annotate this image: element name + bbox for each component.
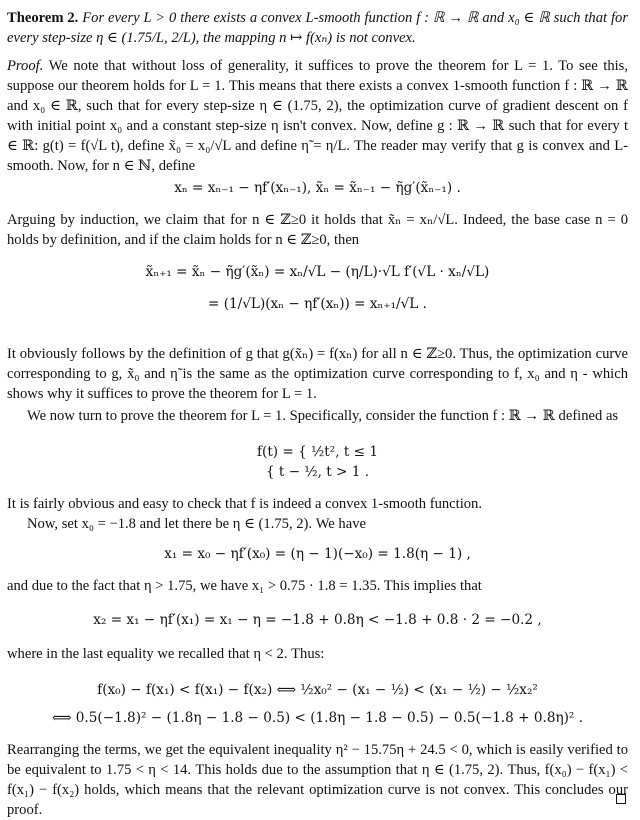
theorem-text: For every L > 0 there exists a convex L-smooth function f : ℝ → ℝ and x₀ ∈ ℝ such that for every step-size η ∈ (1.75/L, 2/L), the mapping n ↦ f(xₙ) is not convex. bbox=[7, 10, 628, 46]
proof-paragraph-6: Now, set x₀ = −1.8 and let there be η ∈ (1.75, 2). We have bbox=[27, 516, 366, 532]
equation-induction-line-1: x̃ₙ₊₁ = x̃ₙ − η̃g′(x̃ₙ) = xₙ/√L − (η/L)·√L f′(√L · xₙ/√L) bbox=[145, 264, 490, 280]
proof-paragraph-7: and due to the fact that η > 1.75, we have x₁ > 0.75 · 1.8 = 1.35. This implies that bbox=[7, 578, 482, 594]
theorem-statement bbox=[7, 8, 628, 48]
proof-paragraph-5: It is fairly obvious and easy to check that f is indeed a convex 1-smooth function. bbox=[7, 496, 482, 512]
proof-paragraph-1 bbox=[7, 56, 628, 176]
equation-piecewise-line-1: f(t) = { ½t², t ≤ 1 bbox=[257, 444, 378, 460]
proof-label: Proof. bbox=[7, 58, 44, 74]
equation-inequality-line-1: f(x₀) − f(x₁) < f(x₁) − f(x₂) ⟺ ½x₀² − (x₁ − ½) < (x₁ − ½) − ½x₂² bbox=[97, 682, 538, 698]
equation-piecewise-line-2: { t − ½, t > 1 . bbox=[265, 464, 370, 480]
proof-paragraph-3: It obviously follows by the definition of g that g(x̃ₙ) = f(xₙ) for all n ∈ ℤ≥0. Thus, the optimization curve corresponding to g, x̃₀ and η̃ is the same as the optimization curve corresponding to f, x₀ and η - which shows why it suffices to prove the theorem for L = 1. bbox=[7, 346, 628, 402]
equation-inequality-line-2: ⟺ 0.5(−1.8)² − (1.8η − 1.8 − 0.5) < (1.8η − 1.8 − 0.5) − 0.5(−1.8 + 0.8η)² . bbox=[51, 710, 584, 726]
qed-box-icon bbox=[616, 794, 626, 804]
proof-paragraph-9: Rearranging the terms, we get the equivalent inequality η² − 15.75η + 24.5 < 0, which is easily verified to be equivalent to 1.75 < η < 14. This holds due to the assumption that η ∈ (1.75, 2). Thus, f(x₀) − f(x₁) < f(x₁) − f(x₂) holds, which means that the relevant optimization curve is not convex. This concludes our proof. bbox=[7, 742, 628, 818]
equation-recurrence: xₙ = xₙ₋₁ − ηf′(xₙ₋₁), x̃ₙ = x̃ₙ₋₁ − η̃g′(x̃ₙ₋₁) . bbox=[174, 180, 461, 196]
proof-text-1: We note that without loss of generality, it suffices to prove the theorem for L = 1. To see this, suppose our theorem holds for L = 1. This means that there exists a convex 1-smooth function f : ℝ → ℝ and x₀ ∈ ℝ, such that for every step-size η ∈ (1.75, 2), the optimization curve of gradient descent on f with initial point x₀ and a constant step-size η isn't convex. Now, define g : ℝ → ℝ such that for every t ∈ ℝ: g(t) = f(√L t), define x̃₀ = x₀/√L and define η̃ = η/L. The reader may verify that g is convex and L-smooth. Now, for n ∈ ℕ, define bbox=[7, 58, 629, 174]
proof-paragraph-4: We now turn to prove the theorem for L = 1. Specifically, consider the function f : ℝ → ℝ defined as bbox=[27, 408, 619, 424]
equation-x1: x₁ = x₀ − ηf′(x₀) = (η − 1)(−x₀) = 1.8(η − 1) , bbox=[164, 546, 471, 562]
theorem-label: Theorem 2. bbox=[7, 10, 79, 26]
proof-paragraph-8: where in the last equality we recalled that η < 2. Thus: bbox=[7, 646, 325, 662]
proof-paragraph-2: Arguing by induction, we claim that for n ∈ ℤ≥0 it holds that x̃ₙ = xₙ/√L. Indeed, the base case n = 0 holds by definition, and if the claim holds for n ∈ ℤ≥0, then bbox=[7, 212, 628, 248]
equation-x2: x₂ = x₁ − ηf′(x₁) = x₁ − η = −1.8 + 0.8η < −1.8 + 0.8 · 2 = −0.2 , bbox=[93, 612, 542, 628]
equation-induction-line-2: = (1/√L)(xₙ − ηf′(xₙ)) = xₙ₊₁/√L . bbox=[208, 296, 427, 312]
